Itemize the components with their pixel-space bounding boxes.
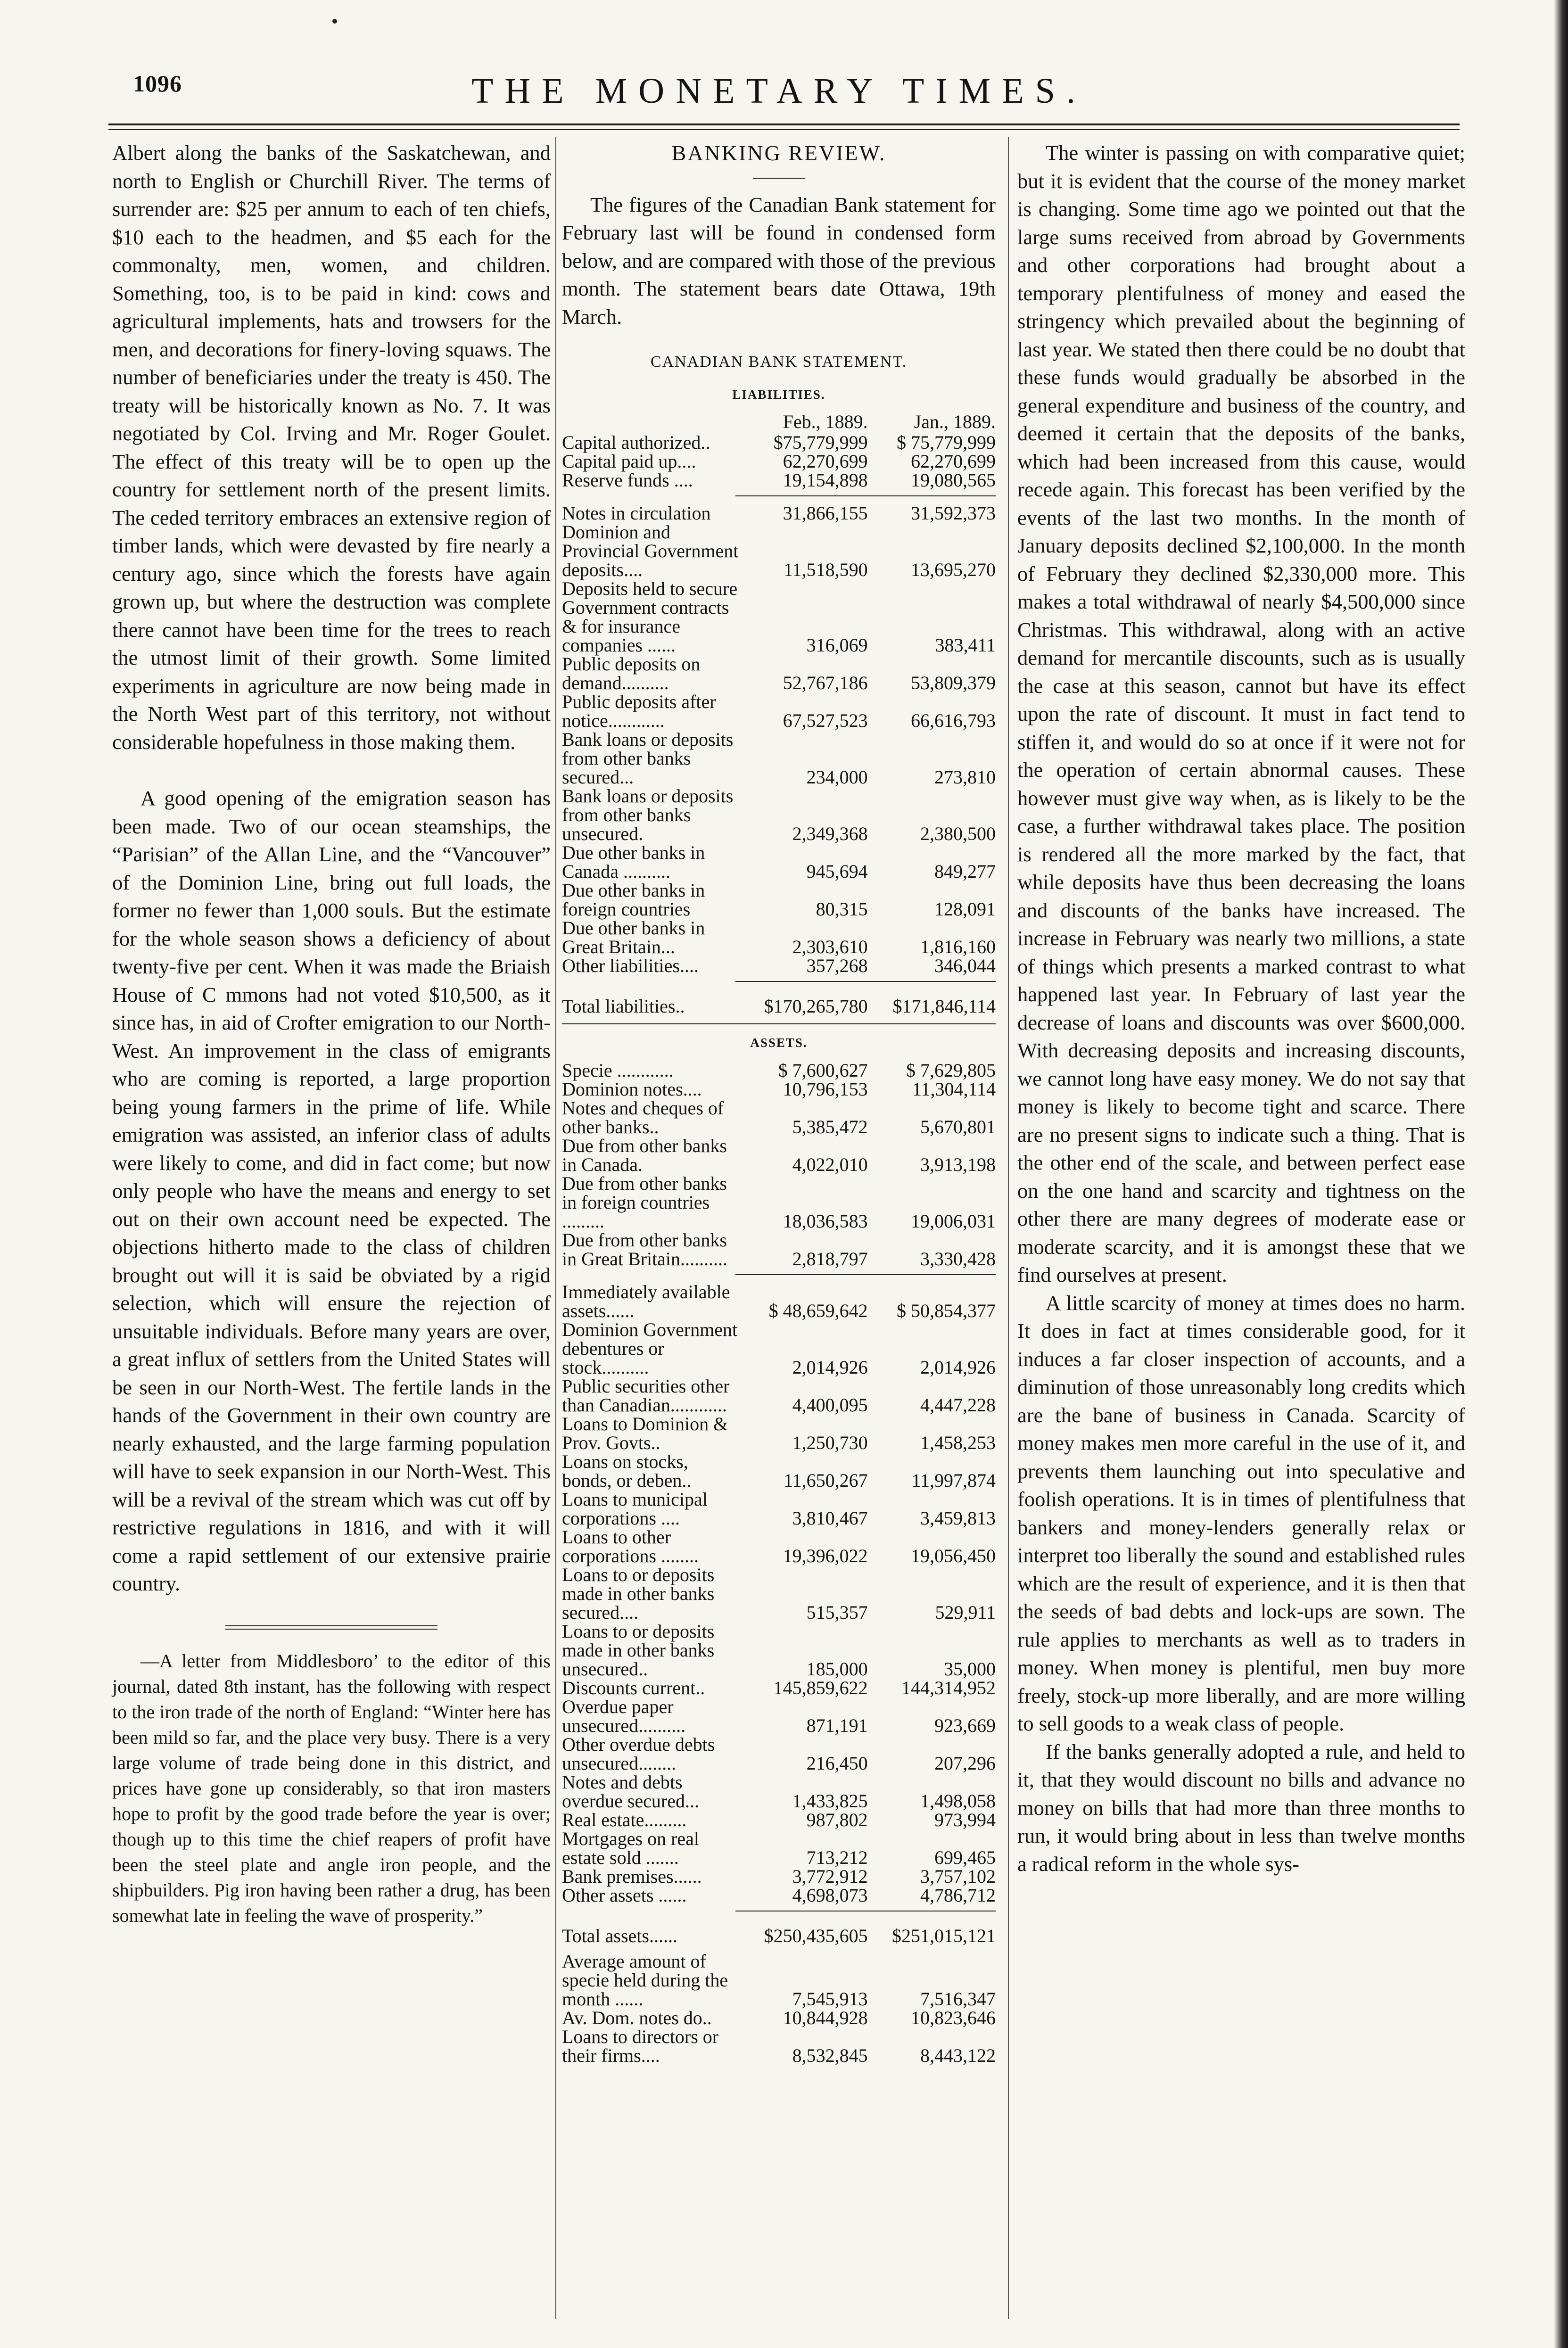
row-label: Due other banks in Canada ..........	[562, 842, 705, 882]
row-label: Loans to or deposits made in other banks unsecured..	[562, 1620, 715, 1680]
liability-row	[562, 881, 996, 919]
emigration-paragraph: A good opening of the emigration season has been made. Two of our ocean steamships, the “Parisian” of the Allan Line, and the “Vancouver” of the Dominion Line, bring out full loads, the former no fewer than 1,000 souls. But the estimate for the whole season shows a deficiency of about twenty-five per cent. When it was made the Briaish House of C mmons had not voted $10,500, as it since has, in aid of Crofter emigration to our North-West. An improvement in the class of emigrants who are coming is reported, a large proportion being young farmers in the prime of life. While emigration was assisted, an inferior class of adults were likely to come, and did in fact come; but now only people who have the means and energy to set out on their own account need be expected. The objections hitherto made to the class of children brought out will it is said be obviated by a rigid selection, which will ensure the rejection of unsuitable individuals. Before many years are over, a great influx of settlers from the United States will be seen in our North-West. The fertile lands in the hands of the Government in their own country are nearly exhausted, and the large farming population will have to seek expansion in our North-West. This will be a revival of the stream which was cut off by restrictive regulations in 1816, and with it will come a rapid settlement of our extensive prairie country.	[112, 786, 551, 1595]
row-label: Public deposits on demand..........	[562, 653, 701, 693]
value-jan: 383,411	[935, 634, 996, 656]
value-feb: 10,844,928	[783, 2007, 868, 2028]
binding-edge	[1554, 0, 1568, 2348]
asset-row	[562, 1283, 996, 1320]
liability-row	[562, 730, 996, 787]
value-jan: 31,592,373	[911, 503, 996, 524]
asset-row	[562, 1773, 996, 1811]
value-feb: 2,303,610	[792, 936, 868, 957]
value-jan: 53,809,379	[911, 672, 996, 693]
row-label: Deposits held to secure Government contracts & for insurance companies ......	[562, 578, 738, 656]
value-jan: 8,443,122	[920, 2044, 996, 2066]
row-label: Dominion notes....	[562, 1078, 702, 1100]
rule-after-quick-assets	[735, 1274, 996, 1275]
value-feb: 145,859,622	[773, 1677, 868, 1698]
liability-row	[562, 919, 996, 956]
value-feb: 11,650,267	[784, 1469, 868, 1491]
value-jan: 529,911	[935, 1601, 996, 1623]
liability-row	[562, 692, 996, 730]
heading-rule	[753, 178, 805, 179]
row-label: Capital authorized..	[562, 432, 710, 453]
value-feb: 52,767,186	[783, 672, 868, 693]
row-label: Loans to other corporations ........	[562, 1526, 699, 1566]
value-jan: 19,056,450	[911, 1545, 996, 1566]
col-header-feb: Feb., 1889.	[783, 411, 868, 432]
value-feb: $75,779,999	[773, 432, 868, 453]
liability-row	[562, 504, 996, 523]
row-label: Overdue paper unsecured..........	[562, 1696, 686, 1736]
print-speck	[332, 19, 337, 24]
value-jan: 3,913,198	[920, 1153, 996, 1175]
row-label: Loans to directors or their firms....	[562, 2026, 719, 2066]
masthead-title: THE MONETARY TIMES.	[471, 71, 1087, 111]
value-feb: 67,527,523	[783, 710, 868, 731]
row-label: Dominion Government debentures or stock..........	[562, 1318, 738, 1378]
value-feb: 357,268	[806, 955, 868, 976]
row-label: Due other banks in foreign countries	[562, 880, 705, 920]
value-feb: 4,698,073	[792, 1884, 868, 1906]
value-feb: 945,694	[806, 861, 868, 882]
value-jan: 4,447,228	[920, 1394, 996, 1416]
value-jan: 5,670,801	[920, 1116, 996, 1137]
value-jan: 2,380,500	[920, 823, 996, 844]
row-label: Due from other banks in foreign countries .........	[562, 1172, 727, 1232]
header-rule-thin	[108, 129, 1460, 130]
value-jan: 19,080,565	[911, 470, 996, 491]
value-jan: $171,846,114	[892, 996, 996, 1017]
value-jan: 3,330,428	[920, 1248, 996, 1269]
value-jan: $251,015,121	[892, 1925, 996, 1946]
liability-row	[562, 843, 996, 881]
value-feb: $170,265,780	[764, 996, 868, 1017]
asset-row	[562, 1061, 996, 1080]
asset-row	[562, 1415, 996, 1452]
value-jan: 19,006,031	[911, 1210, 996, 1232]
asset-row	[562, 1886, 996, 1905]
value-jan: 273,810	[934, 766, 996, 788]
value-jan: 699,465	[934, 1846, 996, 1868]
value-jan: 62,270,699	[911, 451, 996, 472]
banking-intro: The figures of the Canadian Bank statement for February last will be found in condensed form below, and are compared with those of the previous month. The statement bears date Ottawa, 19th March.	[562, 192, 996, 329]
row-label: Public securities other than Canadian............	[562, 1375, 730, 1416]
iron-trade-paragraph: —A letter from Middlesboro’ to the editor of this journal, dated 8th instant, has the following with respect to the iron trade of the north of England: “Winter here has been mild so far, and the place very busy. There is a very large volume of trade being done in this district, and prices have gone up considerably, so that iron masters hope to profit by the good trade before the year is over; though up to this time the chief reapers of profit have been the steel plate and angle iron people, and the shipbuilders. Pig iron having been rather a drug, has been somewhat late in feeling the wave of prosperity.”	[112, 1650, 551, 1926]
row-label: Average amount of specie held during the month ......	[562, 1950, 728, 2010]
value-feb: 8,532,845	[792, 2044, 868, 2066]
value-jan: 10,823,646	[911, 2007, 996, 2028]
value-jan: 346,044	[934, 955, 996, 976]
value-feb: 7,545,913	[792, 1988, 868, 2010]
value-feb: 515,357	[806, 1601, 868, 1623]
rule-before-total-liabilities	[735, 981, 996, 982]
asset-row	[562, 1452, 996, 1490]
row-label: Due from other banks in Canada.	[562, 1135, 727, 1175]
value-feb: 10,796,153	[783, 1078, 868, 1100]
value-jan: 13,695,270	[911, 559, 996, 580]
col-header-jan: Jan., 1889.	[914, 411, 996, 432]
value-feb: 62,270,699	[783, 451, 868, 472]
asset-row	[562, 1174, 996, 1231]
row-label: Bank loans or deposits from other banks secured...	[562, 729, 734, 788]
column-right	[1017, 139, 1465, 1878]
liabilities-label: LIABILITIES.	[732, 387, 825, 402]
value-feb: $250,435,605	[764, 1925, 868, 1946]
value-jan: 128,091	[934, 898, 996, 920]
value-jan: 35,000	[944, 1658, 996, 1680]
value-jan: 11,997,874	[911, 1469, 996, 1491]
value-feb: 713,212	[806, 1846, 868, 1868]
value-feb: 3,810,467	[792, 1507, 868, 1529]
asset-row	[562, 1622, 996, 1679]
value-feb: 2,349,368	[792, 823, 868, 844]
value-feb: 4,400,095	[792, 1394, 868, 1416]
column-divider-1	[555, 137, 556, 2319]
row-label: Immediately available assets......	[562, 1281, 730, 1321]
row-label: Public deposits after notice............	[562, 691, 716, 731]
capital-row	[562, 452, 996, 471]
rule-after-capital	[735, 495, 996, 496]
header-rule-thick	[108, 124, 1460, 125]
value-jan: 1,458,253	[920, 1432, 996, 1453]
value-jan: 849,277	[934, 861, 996, 882]
rule-after-total-liabilities	[562, 1023, 996, 1024]
row-label: Bank premises......	[562, 1865, 702, 1887]
value-feb: 11,518,590	[784, 559, 868, 580]
column-middle	[562, 139, 996, 2065]
asset-row	[562, 1811, 996, 1829]
asset-row	[562, 1231, 996, 1269]
value-feb: 2,014,926	[792, 1356, 868, 1378]
value-jan: 923,669	[934, 1714, 996, 1736]
scarcity-paragraph: A little scarcity of money at times does no harm. It does in fact at times considerable good, for it induces a far closer inspection of accounts, and a diminution of those unreasonably long credits which are the bane of business in Canada. Scarcity of money makes men more careful in the use of it, and prevents them launching out into speculative and foolish operations. It is in times of plentifulness that bankers and money-lenders generally relax or interpret too liberally the sound and established rules which are the result of experience, and it is then that the seeds of bad debts and lock-ups are sown. The rule applies to merchants as well as to traders in money. When money is plentiful, men buy more freely, stock-up more liberally, and are more willing to sell goods to a weak class of people.	[1017, 1291, 1465, 1735]
liability-row	[562, 523, 996, 579]
liability-row	[562, 956, 996, 975]
value-feb: 3,772,912	[792, 1865, 868, 1887]
value-feb: 987,802	[806, 1809, 868, 1830]
memo-row	[562, 2027, 996, 2065]
memo-row	[562, 2009, 996, 2027]
row-label: Total assets......	[562, 1925, 677, 1946]
liability-row	[562, 787, 996, 843]
liability-row	[562, 655, 996, 692]
value-feb: 5,385,472	[792, 1116, 868, 1137]
value-jan: 1,816,160	[920, 936, 996, 957]
banking-review-heading: BANKING REVIEW.	[671, 141, 886, 165]
value-jan: 1,498,058	[920, 1790, 996, 1812]
asset-row	[562, 1099, 996, 1137]
value-feb: 19,154,898	[783, 470, 868, 491]
row-label: Reserve funds ....	[562, 470, 693, 491]
asset-row	[562, 1867, 996, 1886]
asset-row	[562, 1565, 996, 1622]
asset-row	[562, 1137, 996, 1174]
money-market-paragraph: The winter is passing on with comparative quiet; but it is evident that the course of the money market is changing. Some time ago we pointed out that the large sums received from abroad by Governments and other corporations had brought about a temporary plentifulness of money and eased the stringency which prevailed about the beginning of last year. We stated then there could be no doubt that these funds would gradually be absorbed in the general expenditure and business of the country, and deemed it certain that the deposits of the banks, which had been increased from this cause, would recede again. This forecast has been verified by the events of the last two months. In the month of January deposits declined $2,100,000. In the month of February they declined $2,330,000 more. This makes a total withdrawal of nearly $4,500,000 since Christmas. This withdrawal, along with an active demand for mercantile discounts, such as is usually the case at this season, cannot but have its effect upon the rate of discount. It must in fact tend to stiffen it, and would do so at once if it were not for the operation of certain abnormal causes. These however must give way when, as is likely to be the case, a further withdrawal takes place. The position is rendered all the more marked by the fact, that while deposits have thus been decreasing the loans and discounts of the banks have increased. The increase in February was nearly two millions, a state of things which presents a marked contrast to what happened last year. In February of last year the decrease of loans and discounts was over $600,000. With decreasing deposits and increasing discounts, we cannot long have easy money. We do not say that money is likely to become tight and scarce. There are no present signs to indicate such a thing. That is the other end of the scale, and between perfect ease on the one hand and scarcity and tightness on the other there are many degrees of moderate ease or moderate scarcity, and it is amongst these that we find ourselves at present.	[1017, 141, 1465, 1286]
row-label: Total liabilities..	[562, 996, 685, 1017]
value-feb: 80,315	[816, 898, 868, 920]
value-jan: 7,516,347	[920, 1988, 996, 2010]
value-jan: 2,014,926	[920, 1356, 996, 1378]
row-label: Due other banks in Great Britain...	[562, 917, 705, 957]
value-feb: $ 48,659,642	[768, 1300, 868, 1321]
value-feb: 19,396,022	[783, 1545, 868, 1566]
assets-label: ASSETS.	[750, 1036, 808, 1050]
value-feb: 2,818,797	[792, 1248, 868, 1269]
bank-rule-paragraph: If the banks generally adopted a rule, and held to it, that they would discount no bills and advance no money on bills that had more than three months to run, it would bring about in less than twelve months a radical reform in the whole sys-	[1017, 1739, 1465, 1876]
value-jan: 207,296	[934, 1752, 996, 1774]
row-label: Other overdue debts unsecured........	[562, 1733, 715, 1774]
value-jan: 4,786,712	[920, 1884, 996, 1906]
value-feb: 1,433,825	[792, 1790, 868, 1812]
value-feb: $ 7,600,627	[778, 1059, 868, 1081]
asset-row	[562, 1490, 996, 1528]
statement-title: CANADIAN BANK STATEMENT.	[650, 353, 908, 371]
total-assets-row	[562, 1919, 996, 1952]
value-jan: $ 50,854,377	[897, 1300, 996, 1321]
value-jan: 144,314,952	[901, 1677, 996, 1698]
memo-row	[562, 1952, 996, 2009]
row-label: Mortgages on real estate sold .......	[562, 1828, 700, 1868]
value-feb: 234,000	[806, 766, 868, 788]
value-jan: 973,994	[934, 1809, 996, 1830]
row-label: Other liabilities....	[562, 955, 699, 976]
row-label: Loans to or deposits made in other banks secured....	[562, 1564, 715, 1623]
value-jan: $ 7,629,805	[906, 1059, 996, 1081]
value-jan: 66,616,793	[911, 710, 996, 731]
value-feb: 4,022,010	[792, 1153, 868, 1175]
row-label: Real estate.........	[562, 1809, 687, 1830]
row-label: Specie ............	[562, 1059, 674, 1081]
liability-row	[562, 579, 996, 655]
capital-row	[562, 433, 996, 452]
value-feb: 185,000	[806, 1658, 868, 1680]
asset-row	[562, 1697, 996, 1735]
row-label: Loans to Dominion & Prov. Govts..	[562, 1413, 728, 1453]
row-label: Notes and debts overdue secured...	[562, 1771, 699, 1812]
capital-row	[562, 471, 996, 490]
asset-row	[562, 1320, 996, 1377]
row-label: Due from other banks in Great Britain..........	[562, 1229, 728, 1269]
value-feb: 871,191	[806, 1714, 868, 1736]
row-label: Other assets ......	[562, 1884, 687, 1906]
column-left	[112, 139, 551, 1928]
value-jan: 3,459,813	[920, 1507, 996, 1529]
treaty-paragraph: Albert along the banks of the Saskatchewan, and north to English or Churchill River. The terms of surrender are: $25 per annum to each of ten chiefs, $10 each to the headmen, and $5 each for the commonalty, men, women, and children. Something, too, is to be paid in kind: cows and agricultural implements, hats and trowsers for the men, and decorations for finery-loving squaws. The number of beneficiaries under the treaty is 450. The treaty will be historically known as No. 7. It was negotiated by Col. Irving and Mr. Roger Goulet. The effect of this treaty will be to open up the country for settlement north of the present limits. The ceded territory embraces an extensive region of timber lands, which were devasted by fire nearly a century ago, since which the forests have again grown up, but where the destruction was complete there cannot have been time for the trees to reach the utmost limit of their growth. Some limited experiments in agriculture are now being made in the North West part of this territory, not without considerable hopefulness in those making them.	[112, 141, 551, 754]
value-jan: $ 75,779,999	[897, 432, 996, 453]
asset-row	[562, 1528, 996, 1565]
section-divider	[225, 1625, 437, 1630]
value-feb: 18,036,583	[783, 1210, 868, 1232]
column-header-row	[562, 412, 996, 433]
total-liabilities-row	[562, 989, 996, 1022]
value-feb: 1,250,730	[792, 1432, 868, 1453]
row-label: Av. Dom. notes do..	[562, 2007, 712, 2028]
value-feb: 31,866,155	[783, 503, 868, 524]
value-jan: 11,304,114	[912, 1078, 996, 1100]
value-feb: 216,450	[806, 1752, 868, 1774]
page-number: 1096	[133, 70, 182, 97]
row-label: Notes and cheques of other banks..	[562, 1097, 724, 1137]
row-label: Loans on stocks, bonds, or deben..	[562, 1450, 692, 1491]
asset-row	[562, 1080, 996, 1099]
asset-row	[562, 1735, 996, 1773]
row-label: Notes in circulation	[562, 503, 711, 524]
asset-row	[562, 1829, 996, 1867]
value-jan: 3,757,102	[920, 1865, 996, 1887]
value-feb: 316,069	[806, 634, 868, 656]
column-divider-2	[1008, 137, 1009, 2319]
bank-statement-table	[562, 412, 996, 490]
row-label: Capital paid up....	[562, 451, 696, 472]
asset-row	[562, 1679, 996, 1697]
row-label: Dominion and Provincial Government deposits....	[562, 521, 739, 580]
row-label: Bank loans or deposits from other banks unsecured.	[562, 785, 734, 844]
row-label: Loans to municipal corporations ....	[562, 1488, 708, 1529]
row-label: Discounts current..	[562, 1677, 705, 1698]
asset-row	[562, 1377, 996, 1415]
